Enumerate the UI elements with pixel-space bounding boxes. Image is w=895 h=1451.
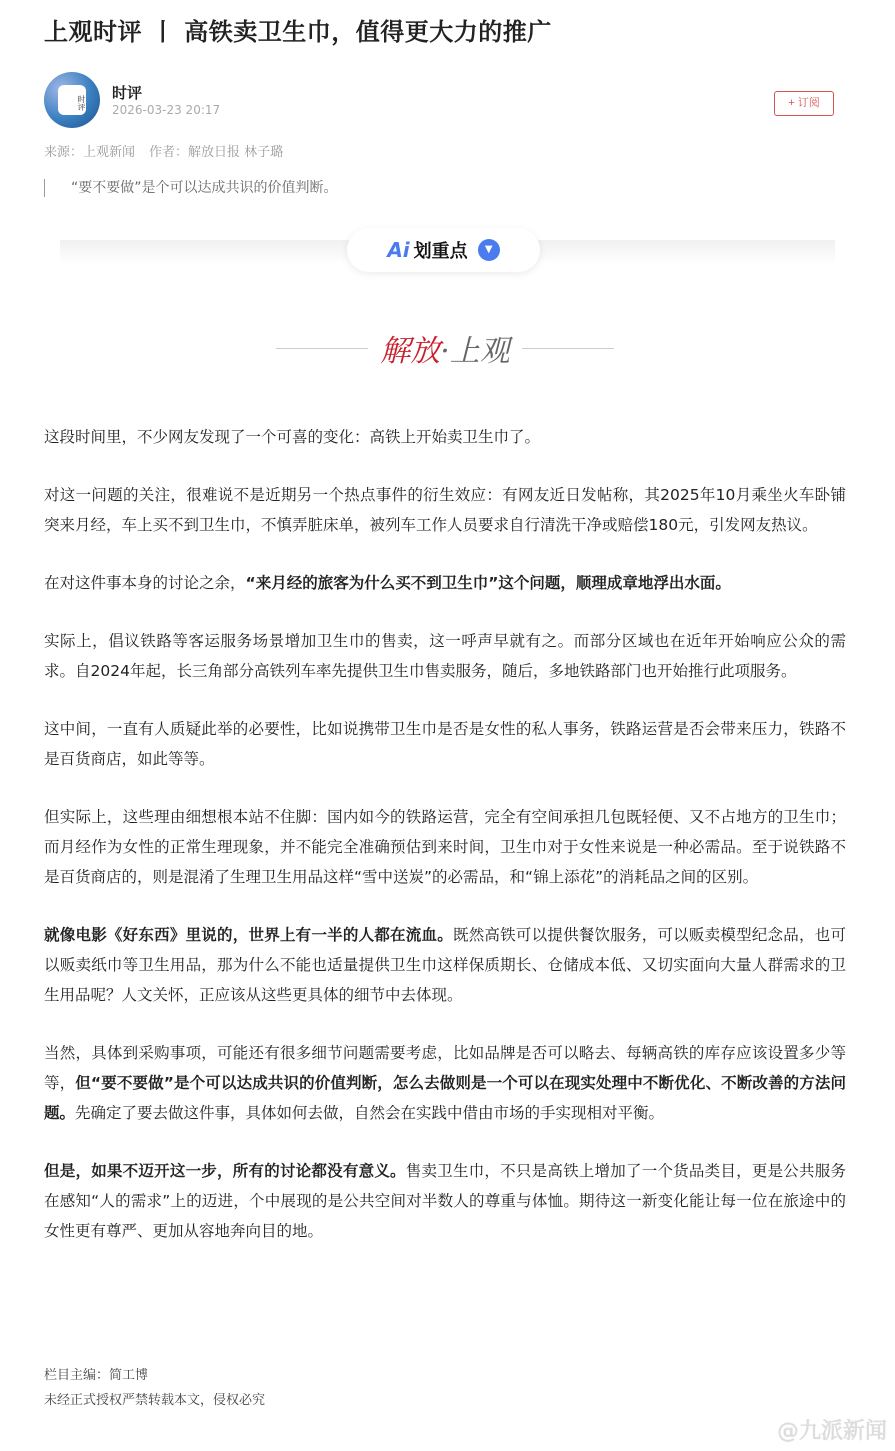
paragraph	[44, 714, 846, 774]
text: 在对这件事本身的讨论之余，	[44, 574, 246, 592]
logo-red: 解放	[380, 334, 441, 369]
article-title: 上观时评 丨 高铁卖卫生巾，值得更大力的推广	[44, 18, 552, 46]
divider	[276, 348, 368, 349]
jiefang-shangguan-logo	[262, 318, 628, 378]
article-body	[44, 422, 846, 1274]
publish-date: 2026-03-23 20:17	[112, 103, 221, 117]
bold-text: 就像电影《好东西》里说的，世界上有一半的人都在流血。	[44, 926, 453, 944]
text: 这段时间里，不少网友发现了一个可喜的变化：高铁上开始卖卫生巾了。	[44, 428, 541, 446]
logo-gray: ·上观	[440, 334, 510, 369]
text: 先确定了要去做这件事，具体如何去做，自然会在实践中借由市场的手实现相对平衡。	[75, 1104, 665, 1122]
avatar-text: 时评	[58, 85, 86, 115]
weibo-watermark: @九派新闻	[776, 1419, 887, 1444]
article-meta	[44, 141, 297, 160]
subscribe-button[interactable]: + 订阅	[774, 91, 834, 116]
ai-icon: Ai	[387, 238, 410, 262]
summary-quote: “要不要做”是个可以达成共识的价值判断。	[44, 179, 338, 197]
column-editor: 栏目主编：简工博	[44, 1368, 149, 1383]
avatar[interactable]	[44, 72, 100, 128]
ai-label: 划重点	[413, 241, 468, 262]
paragraph	[44, 422, 846, 452]
writer: 作者：解放日报 林子璐	[149, 145, 284, 160]
paragraph	[44, 802, 846, 892]
source: 来源：上观新闻	[44, 145, 136, 160]
text: 这中间，一直有人质疑此举的必要性，比如说携带卫生巾是否是女性的私人事务，铁路运营是否会带来压力，铁路不是百货商店，如此等等。	[44, 720, 846, 768]
text: 售卖卫生巾，不只是高铁上增加了一个货品类目，更是公共服务在感知“人的需求”上的迈进，个中展现的是公共空间对半数人的尊重与体恤。期待这一新变化能让每一位在旅途中的女性更有尊严、更加从容地奔向目的地。	[44, 1162, 846, 1240]
divider	[522, 348, 614, 349]
text: 但实际上，这些理由细想根本站不住脚：国内如今的铁路运营，完全有空间承担几包既轻便、又不占地方的卫生巾；而月经作为女性的正常生理现象，并不能完全准确预估到来时间，卫生巾对于女性来说是一种必需品。至于说铁路不是百货商店的，则是混淆了生理卫生用品这样“雪中送炭”的必需品，和“锦上添花”的消耗品之间的区别。	[44, 808, 846, 886]
bold-text: “来月经的旅客为什么买不到卫生巾”这个问题，顺理成章地浮出水面。	[245, 574, 731, 592]
text: 当然，具体到采购事项，可能还有很多细节问题需要考虑，比如品牌是否可以略去、每辆高铁的库存应该设置多少等等，	[44, 1044, 846, 1092]
paragraph	[44, 626, 846, 686]
author-name[interactable]: 时评	[112, 84, 143, 102]
bold-text: 但“要不要做”是个可以达成共识的价值判断，怎么去做则是一个可以在现实处理中不断优化、不断改善的方法问题。	[44, 1074, 846, 1122]
chevron-down-icon: ▼	[478, 239, 500, 261]
paragraph	[44, 480, 846, 540]
text: 既然高铁可以提供餐饮服务，可以贩卖模型纪念品，也可以贩卖纸巾等卫生用品，那为什么不能也适量提供卫生巾这样保质期长、仓储成本低、又切实面向大量人群需求的卫生用品呢？人文关怀，正应该从这些更具体的细节中去体现。	[44, 926, 846, 1004]
article-footer	[44, 1363, 265, 1413]
paragraph	[44, 568, 846, 598]
paragraph	[44, 1038, 846, 1128]
paragraph	[44, 920, 846, 1010]
ai-highlights-button[interactable]	[347, 228, 540, 272]
text: 实际上，倡议铁路等客运服务场景增加卫生巾的售卖，这一呼声早就有之。而部分区域也在近年开始响应公众的需求。自2024年起，长三角部分高铁列车率先提供卫生巾售卖服务，随后，多地铁路部门也开始推行此项服务。	[44, 632, 846, 680]
bold-text: 但是，如果不迈开这一步，所有的讨论都没有意义。	[44, 1162, 406, 1180]
paragraph	[44, 1156, 846, 1246]
text: 对这一问题的关注，很难说不是近期另一个热点事件的衍生效应：有网友近日发帖称，其2025年10月乘坐火车卧铺突来月经，车上买不到卫生巾，不慎弄脏床单，被列车工作人员要求自行清洗干净或赔偿180元，引发网友热议。	[44, 486, 846, 534]
copyright-notice: 未经正式授权严禁转载本文，侵权必究	[44, 1393, 266, 1408]
